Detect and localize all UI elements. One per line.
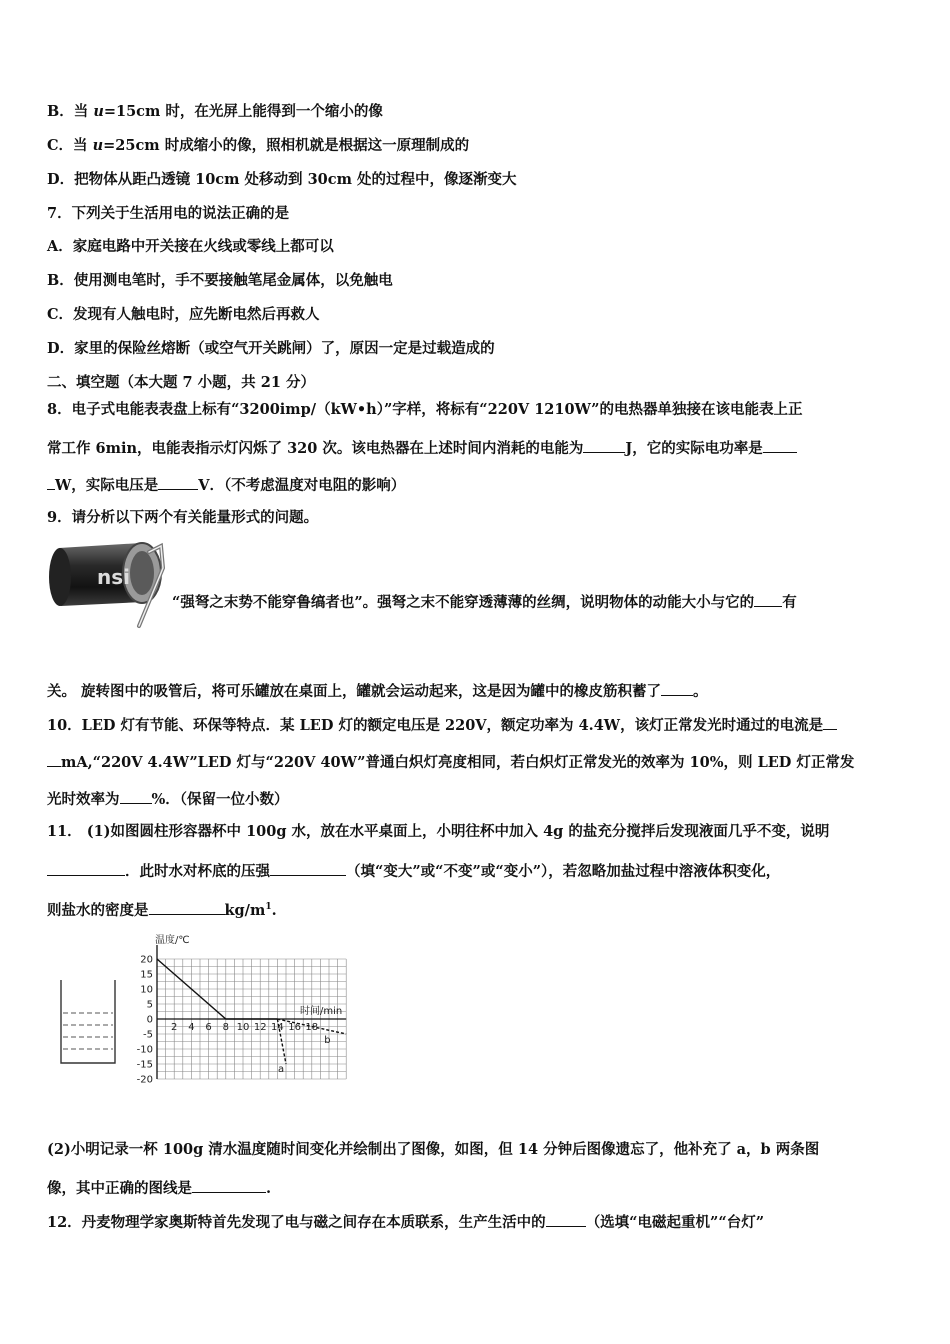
q7-option-c: C．发现有人触电时，应先断电然后再救人	[47, 306, 320, 323]
y-tick-label: 20	[140, 954, 153, 966]
answer-blank	[546, 1212, 586, 1227]
x-tick-label: 12	[253, 1022, 267, 1033]
beaker	[61, 980, 115, 1063]
answer-blank	[47, 475, 55, 490]
answer-blank	[583, 438, 625, 453]
q10-line-1: 10．LED 灯有节能、环保等特点．某 LED 灯的额定电压是 220V，额定功率为 4.4W，该灯正常发光时通过的电流是	[47, 715, 837, 735]
answer-blank	[192, 1178, 266, 1193]
q9-stem: 9．请分析以下两个有关能量形式的问题。	[47, 509, 319, 526]
q7-option-b: B．使用测电笔时，手不要接触笔尾金属体，以免触电	[47, 272, 393, 289]
x-tick-label: 14	[271, 1022, 284, 1033]
y-tick-label: 0	[146, 1014, 153, 1026]
x-tick-label: 18	[305, 1022, 319, 1033]
answer-blank	[158, 475, 198, 490]
answer-blank	[754, 592, 782, 607]
q9-text-2: 关。 旋转图中的吸管后，将可乐罐放在桌面上，罐就会运动起来，这是因为罐中的橡皮筋积蓄了 。	[47, 683, 708, 700]
answer-blank	[823, 715, 837, 730]
answer-blank	[661, 681, 693, 696]
q11-line-2: ．此时水对杯底的压强 （填“变大”或“不变”或“变小”），若忽略加盐过程中溶液体积变化，	[47, 861, 780, 881]
can-label: nsi	[97, 565, 130, 589]
q6-option-c: C．当 u=25cm 时成缩小的像，照相机就是根据这一原理制成的	[47, 137, 470, 154]
y-tick-label: 5	[146, 999, 153, 1011]
q10-line-2: mA,“220V 4.4W”LED 灯与“220V 40W”普通白炽灯亮度相同，若白炽灯正常发光的效率为 10%，则 LED 灯正常发	[47, 752, 854, 772]
answer-blank	[47, 752, 61, 767]
q8-line-3: W，实际电压是 V．（不考虑温度对电阻的影响）	[47, 475, 405, 495]
q11-line-3: 则盐水的密度是 $kg/m^1$.	[47, 901, 277, 919]
q7-option-d: D．家里的保险丝熔断（或空气开关跳闸）了，原因一定是过载造成的	[47, 340, 495, 357]
q11-line-1: 11． (1)如图圆柱形容器杯中 100g 水，放在水平桌面上，小明往杯中加入 4g 的盐充分搅拌后发现液面几乎不变，说明	[47, 823, 830, 840]
y-tick-label: -20	[136, 1074, 153, 1086]
can-top-inner	[130, 551, 154, 595]
plot-area	[137, 933, 347, 1086]
x-tick-label: 2	[171, 1022, 178, 1033]
y-tick-label: -5	[143, 1029, 153, 1041]
x-tick-label: 4	[188, 1022, 195, 1033]
y-tick-label: 10	[140, 984, 153, 996]
x-axis-label: 时间/min	[299, 1006, 343, 1017]
section-heading: 二、填空题（本大题 7 小题，共 21 分）	[47, 374, 315, 391]
y-axis-label: 温度/℃	[155, 935, 190, 946]
q11-line-5: 像，其中正确的图线是 .	[47, 1180, 272, 1197]
x-tick-label: 10	[236, 1022, 250, 1033]
y-tick-label: -15	[136, 1059, 153, 1071]
q6-option-d: D．把物体从距凸透镜 10cm 处移动到 30cm 处的过程中，像逐渐变大	[47, 171, 517, 188]
can-bottom	[49, 548, 71, 606]
curve-label-a: a	[278, 1064, 285, 1075]
answer-blank	[270, 861, 346, 876]
answer-blank	[47, 861, 125, 876]
q12-line-1: 12．丹麦物理学家奥斯特首先发现了电与磁之间存在本质联系，生产生活中的 （选填“电磁起重机”“台灯”	[47, 1214, 765, 1231]
answer-blank	[763, 438, 797, 453]
q9-text-1: “强弩之末势不能穿鲁缟者也”。强弩之末不能穿透薄薄的丝绸，说明物体的动能大小与它的 有	[172, 594, 797, 611]
q8-line-2: 常工作 6min，电能表指示灯闪烁了 320 次。该电热器在上述时间内消耗的电能为 J，它的实际电功率是	[47, 438, 797, 458]
q8-line-1: 8．电子式电能表表盘上标有“3200imp/（kW•h）”字样，将标有“220V 1210W”的电热器单独接在该电能表上正	[47, 401, 803, 418]
q6-option-b: B．当 u=15cm 时，在光屏上能得到一个缩小的像	[47, 103, 383, 120]
y-tick-label: 15	[140, 969, 153, 981]
soda-can-figure	[45, 540, 170, 634]
answer-blank	[149, 900, 225, 915]
temperature-graph-figure	[47, 925, 357, 1105]
x-tick-label: 6	[205, 1022, 212, 1033]
q7-option-a: A．家庭电路中开关接在火线或零线上都可以	[47, 238, 334, 255]
y-tick-label: -10	[136, 1044, 153, 1056]
q7-stem: 7．下列关于生活用电的说法正确的是	[47, 205, 290, 222]
q10-line-3: 光时效率为 %．（保留一位小数）	[47, 791, 289, 808]
x-tick-label: 16	[288, 1022, 301, 1033]
curve-label-b: b	[324, 1035, 331, 1046]
answer-blank	[120, 789, 152, 804]
x-tick-label: 8	[222, 1022, 229, 1033]
q11-line-4: (2)小明记录一杯 100g 清水温度随时间变化并绘制出了图像，如图，但 14 分钟后图像遗忘了，他补充了 a，b 两条图	[47, 1141, 820, 1158]
